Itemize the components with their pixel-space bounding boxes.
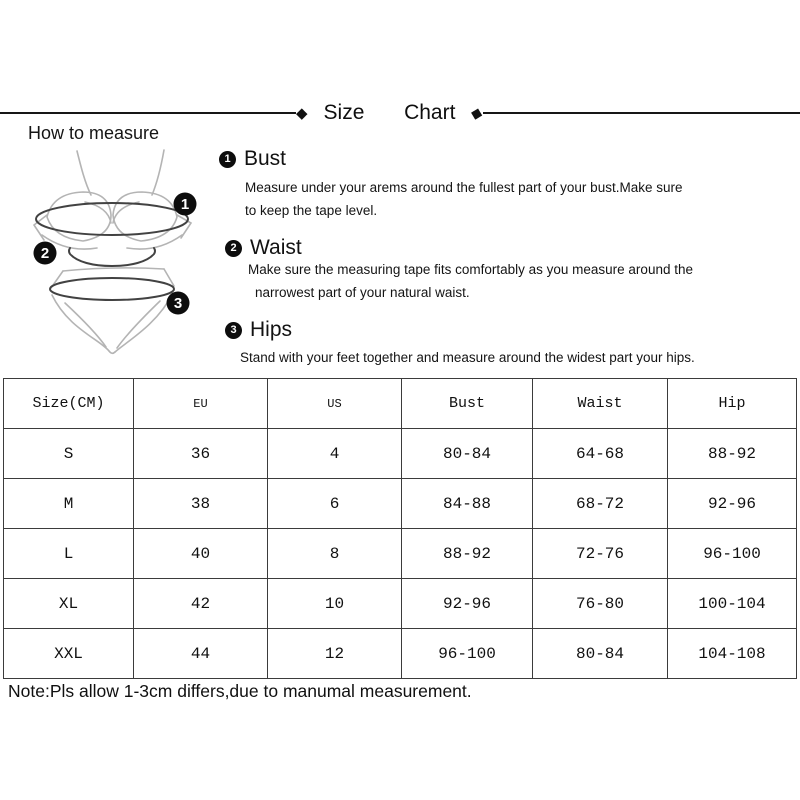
bust-badge bbox=[174, 193, 197, 216]
table-cell: XL bbox=[4, 579, 134, 629]
table-cell: 80-84 bbox=[533, 629, 668, 679]
table-cell: 100-104 bbox=[668, 579, 797, 629]
table-header-cell: Bust bbox=[402, 379, 533, 429]
bust-number-badge: 1 bbox=[219, 151, 236, 168]
bust-section-heading bbox=[219, 147, 286, 171]
hips-badge bbox=[167, 292, 190, 315]
title-row bbox=[0, 101, 800, 125]
title-rule-left bbox=[0, 112, 296, 114]
table-cell: 92-96 bbox=[402, 579, 533, 629]
bust-line-1: Measure under your arems around the fullest part of your bust.Make sure bbox=[245, 180, 683, 195]
diamond-icon-left: ◆ bbox=[296, 104, 308, 122]
table-cell: 8 bbox=[268, 529, 402, 579]
bikini-measure-illustration bbox=[25, 145, 225, 365]
table-row bbox=[4, 529, 797, 579]
measuring-tape-lines bbox=[36, 203, 188, 300]
table-cell: 76-80 bbox=[533, 579, 668, 629]
bust-section-body bbox=[245, 176, 682, 222]
table-cell: 72-76 bbox=[533, 529, 668, 579]
hips-section-heading bbox=[225, 318, 292, 342]
bikini-sketch bbox=[34, 150, 191, 353]
table-cell: 88-92 bbox=[402, 529, 533, 579]
bust-line-2: to keep the tape level. bbox=[245, 203, 378, 218]
table-cell: 68-72 bbox=[533, 479, 668, 529]
table-cell: 40 bbox=[134, 529, 268, 579]
hips-number-badge: 3 bbox=[225, 322, 242, 339]
table-header-cell: Waist bbox=[533, 379, 668, 429]
table-cell: 64-68 bbox=[533, 429, 668, 479]
table-cell: 80-84 bbox=[402, 429, 533, 479]
title-rule-right bbox=[483, 112, 800, 114]
table-cell: 96-100 bbox=[668, 529, 797, 579]
table-cell: 10 bbox=[268, 579, 402, 629]
hips-section-body bbox=[240, 346, 695, 369]
table-cell: 42 bbox=[134, 579, 268, 629]
svg-text:3: 3 bbox=[173, 295, 183, 312]
waist-section-body bbox=[248, 258, 693, 304]
table-header-cell: Size(CM) bbox=[4, 379, 134, 429]
how-to-measure-heading: How to measure bbox=[28, 123, 160, 143]
waist-number-badge: 2 bbox=[225, 240, 242, 257]
bust-title: Bust bbox=[244, 147, 287, 170]
table-row bbox=[4, 479, 797, 529]
table-row bbox=[4, 579, 797, 629]
table-cell: XXL bbox=[4, 629, 134, 679]
table-header-cell: EU bbox=[134, 379, 268, 429]
illustration-badges bbox=[34, 193, 197, 315]
table-header-row bbox=[4, 379, 797, 429]
hips-line-1: Stand with your feet together and measure around the widest part your hips. bbox=[240, 350, 695, 365]
waist-line-1: Make sure the measuring tape fits comfortably as you measure around the bbox=[248, 262, 693, 277]
table-cell: 96-100 bbox=[402, 629, 533, 679]
table-cell: M bbox=[4, 479, 134, 529]
size-table bbox=[3, 378, 797, 679]
page-title: Size Chart bbox=[323, 101, 456, 124]
table-cell: 36 bbox=[134, 429, 268, 479]
diamond-icon-right: ◆ bbox=[469, 103, 485, 123]
table-cell: 104-108 bbox=[668, 629, 797, 679]
table-cell: 88-92 bbox=[668, 429, 797, 479]
table-header-cell: US bbox=[268, 379, 402, 429]
table-cell: 84-88 bbox=[402, 479, 533, 529]
table-cell: L bbox=[4, 529, 134, 579]
table-cell: 44 bbox=[134, 629, 268, 679]
table-row bbox=[4, 629, 797, 679]
table-cell: 92-96 bbox=[668, 479, 797, 529]
table-header-cell: Hip bbox=[668, 379, 797, 429]
waist-section-heading bbox=[225, 236, 302, 260]
table-cell: 38 bbox=[134, 479, 268, 529]
table-cell: S bbox=[4, 429, 134, 479]
svg-text:1: 1 bbox=[180, 196, 190, 213]
table-cell: 12 bbox=[268, 629, 402, 679]
waist-title: Waist bbox=[250, 236, 302, 259]
measurement-note: Note:Pls allow 1-3cm differs,due to manumal measurement. bbox=[8, 681, 472, 701]
svg-text:2: 2 bbox=[40, 245, 50, 262]
waist-badge bbox=[34, 242, 57, 265]
hips-title: Hips bbox=[250, 318, 293, 341]
table-cell: 4 bbox=[268, 429, 402, 479]
waist-line-2: narrowest part of your natural waist. bbox=[255, 285, 470, 300]
table-row bbox=[4, 429, 797, 479]
table-cell: 6 bbox=[268, 479, 402, 529]
